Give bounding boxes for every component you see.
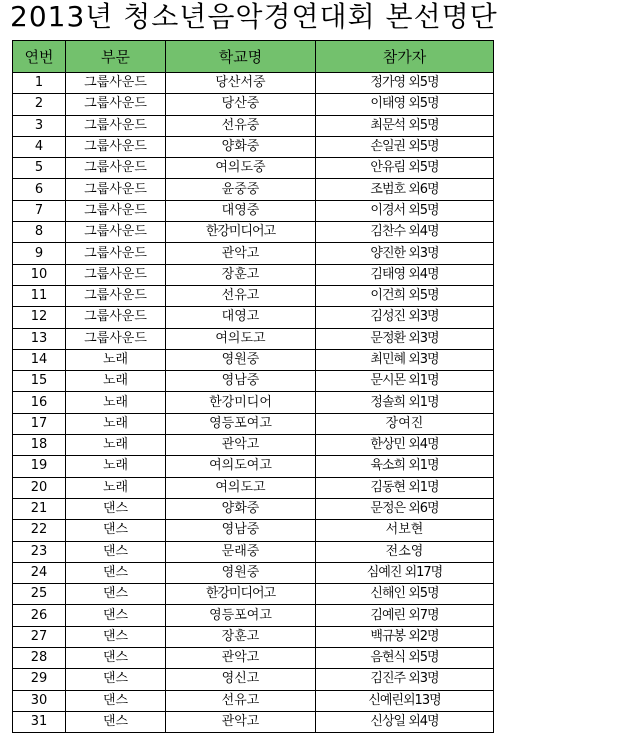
table-row [13, 648, 494, 669]
cell-school: 영신고 [166, 669, 316, 690]
cell-division: 댄스 [66, 648, 166, 669]
cell-school: 영등포여고 [166, 605, 316, 626]
cell-participant: 김성진 외3명 [316, 307, 494, 328]
cell-no: 30 [13, 690, 66, 711]
cell-no: 7 [13, 200, 66, 221]
cell-participant: 백규봉 외2명 [316, 626, 494, 647]
cell-division: 그룹사운드 [66, 222, 166, 243]
cell-no: 8 [13, 222, 66, 243]
cell-no: 24 [13, 562, 66, 583]
table-row [13, 669, 494, 690]
cell-participant: 김동현 외1명 [316, 477, 494, 498]
table-row [13, 520, 494, 541]
cell-school: 선유고 [166, 690, 316, 711]
cell-school: 장훈고 [166, 626, 316, 647]
cell-school: 선유중 [166, 115, 316, 136]
cell-no: 26 [13, 605, 66, 626]
table-row [13, 179, 494, 200]
cell-division: 그룹사운드 [66, 200, 166, 221]
cell-school: 여의도중 [166, 158, 316, 179]
cell-participant: 조범호 외6명 [316, 179, 494, 200]
cell-school: 여의도고 [166, 477, 316, 498]
cell-division: 노래 [66, 371, 166, 392]
cell-division: 그룹사운드 [66, 264, 166, 285]
table-row [13, 584, 494, 605]
table-row [13, 711, 494, 732]
cell-no: 6 [13, 179, 66, 200]
cell-no: 5 [13, 158, 66, 179]
cell-division: 그룹사운드 [66, 285, 166, 306]
cell-participant: 육소희 외1명 [316, 456, 494, 477]
cell-division: 노래 [66, 392, 166, 413]
cell-school: 양화중 [166, 498, 316, 519]
header-row [13, 41, 494, 73]
table-row [13, 626, 494, 647]
cell-participant: 음현식 외5명 [316, 648, 494, 669]
cell-school: 관악고 [166, 243, 316, 264]
cell-school: 영남중 [166, 520, 316, 541]
cell-no: 25 [13, 584, 66, 605]
cell-division: 노래 [66, 349, 166, 370]
table-row [13, 136, 494, 157]
cell-no: 11 [13, 285, 66, 306]
cell-no: 16 [13, 392, 66, 413]
cell-no: 12 [13, 307, 66, 328]
table-row [13, 158, 494, 179]
cell-division: 그룹사운드 [66, 115, 166, 136]
cell-school: 한강미디어고 [166, 222, 316, 243]
cell-division: 그룹사운드 [66, 136, 166, 157]
cell-no: 22 [13, 520, 66, 541]
cell-division: 그룹사운드 [66, 179, 166, 200]
cell-school: 관악고 [166, 711, 316, 732]
table-row [13, 498, 494, 519]
cell-no: 9 [13, 243, 66, 264]
cell-participant: 한상민 외4명 [316, 435, 494, 456]
cell-no: 19 [13, 456, 66, 477]
cell-participant: 안유림 외5명 [316, 158, 494, 179]
cell-no: 20 [13, 477, 66, 498]
cell-division: 댄스 [66, 498, 166, 519]
cell-division: 노래 [66, 456, 166, 477]
cell-school: 윤중중 [166, 179, 316, 200]
cell-no: 1 [13, 73, 66, 94]
cell-school: 대영고 [166, 307, 316, 328]
cell-no: 31 [13, 711, 66, 732]
cell-division: 그룹사운드 [66, 73, 166, 94]
cell-participant: 전소영 [316, 541, 494, 562]
cell-participant: 김진주 외3명 [316, 669, 494, 690]
table-row [13, 307, 494, 328]
cell-participant: 최문석 외5명 [316, 115, 494, 136]
cell-division: 댄스 [66, 711, 166, 732]
header-division: 부문 [66, 41, 166, 73]
cell-participant: 신예린외13명 [316, 690, 494, 711]
table-row [13, 413, 494, 434]
cell-school: 문래중 [166, 541, 316, 562]
cell-school: 당산서중 [166, 73, 316, 94]
cell-no: 23 [13, 541, 66, 562]
cell-division: 댄스 [66, 626, 166, 647]
roster-table [12, 40, 494, 733]
cell-school: 여의도고 [166, 328, 316, 349]
cell-participant: 문시몬 외1명 [316, 371, 494, 392]
header-participant: 참가자 [316, 41, 494, 73]
table-row [13, 562, 494, 583]
cell-school: 관악고 [166, 648, 316, 669]
cell-division: 노래 [66, 477, 166, 498]
cell-no: 17 [13, 413, 66, 434]
cell-division: 댄스 [66, 690, 166, 711]
table-row [13, 605, 494, 626]
cell-no: 21 [13, 498, 66, 519]
cell-school: 대영중 [166, 200, 316, 221]
table-row [13, 477, 494, 498]
cell-no: 2 [13, 94, 66, 115]
cell-division: 댄스 [66, 541, 166, 562]
table-row [13, 435, 494, 456]
cell-division: 그룹사운드 [66, 243, 166, 264]
page-title: 2013년 청소년음악경연대회 본선명단 [10, 0, 498, 33]
cell-participant: 김예린 외7명 [316, 605, 494, 626]
cell-no: 3 [13, 115, 66, 136]
cell-division: 그룹사운드 [66, 328, 166, 349]
table-row [13, 541, 494, 562]
cell-no: 28 [13, 648, 66, 669]
cell-participant: 정가영 외5명 [316, 73, 494, 94]
cell-participant: 최민혜 외3명 [316, 349, 494, 370]
table-row [13, 243, 494, 264]
cell-school: 선유고 [166, 285, 316, 306]
cell-participant: 장여진 [316, 413, 494, 434]
table-row [13, 392, 494, 413]
cell-division: 노래 [66, 435, 166, 456]
cell-participant: 심예진 외17명 [316, 562, 494, 583]
cell-participant: 문정환 외3명 [316, 328, 494, 349]
cell-no: 4 [13, 136, 66, 157]
cell-participant: 이건희 외5명 [316, 285, 494, 306]
cell-participant: 김태영 외4명 [316, 264, 494, 285]
cell-division: 댄스 [66, 605, 166, 626]
cell-participant: 이태영 외5명 [316, 94, 494, 115]
cell-school: 여의도여고 [166, 456, 316, 477]
cell-division: 그룹사운드 [66, 307, 166, 328]
cell-participant: 손일권 외5명 [316, 136, 494, 157]
table-row [13, 264, 494, 285]
cell-school: 관악고 [166, 435, 316, 456]
table-row [13, 73, 494, 94]
cell-school: 장훈고 [166, 264, 316, 285]
cell-division: 그룹사운드 [66, 94, 166, 115]
table-row [13, 115, 494, 136]
table-row [13, 456, 494, 477]
cell-participant: 양진한 외3명 [316, 243, 494, 264]
cell-participant: 신상일 외4명 [316, 711, 494, 732]
cell-no: 27 [13, 626, 66, 647]
cell-school: 영원중 [166, 349, 316, 370]
cell-participant: 서보현 [316, 520, 494, 541]
cell-no: 14 [13, 349, 66, 370]
table-row [13, 328, 494, 349]
cell-no: 13 [13, 328, 66, 349]
cell-participant: 신해인 외5명 [316, 584, 494, 605]
table-row [13, 94, 494, 115]
table-row [13, 349, 494, 370]
cell-no: 29 [13, 669, 66, 690]
cell-no: 10 [13, 264, 66, 285]
cell-school: 한강미디어고 [166, 584, 316, 605]
cell-participant: 김찬수 외4명 [316, 222, 494, 243]
cell-no: 18 [13, 435, 66, 456]
cell-division: 그룹사운드 [66, 158, 166, 179]
cell-participant: 정솔희 외1명 [316, 392, 494, 413]
table-row [13, 222, 494, 243]
cell-division: 댄스 [66, 584, 166, 605]
cell-participant: 문정은 외6명 [316, 498, 494, 519]
cell-school: 당산중 [166, 94, 316, 115]
table-row [13, 200, 494, 221]
cell-participant: 이경서 외5명 [316, 200, 494, 221]
cell-school: 양화중 [166, 136, 316, 157]
header-no: 연번 [13, 41, 66, 73]
cell-school: 한강미디어 [166, 392, 316, 413]
table-row [13, 371, 494, 392]
cell-no: 15 [13, 371, 66, 392]
cell-school: 영원중 [166, 562, 316, 583]
table-row [13, 285, 494, 306]
header-school: 학교명 [166, 41, 316, 73]
roster-body [13, 73, 494, 733]
cell-division: 댄스 [66, 562, 166, 583]
cell-division: 댄스 [66, 669, 166, 690]
cell-division: 노래 [66, 413, 166, 434]
cell-school: 영등포여고 [166, 413, 316, 434]
cell-school: 영남중 [166, 371, 316, 392]
table-row [13, 690, 494, 711]
cell-division: 댄스 [66, 520, 166, 541]
